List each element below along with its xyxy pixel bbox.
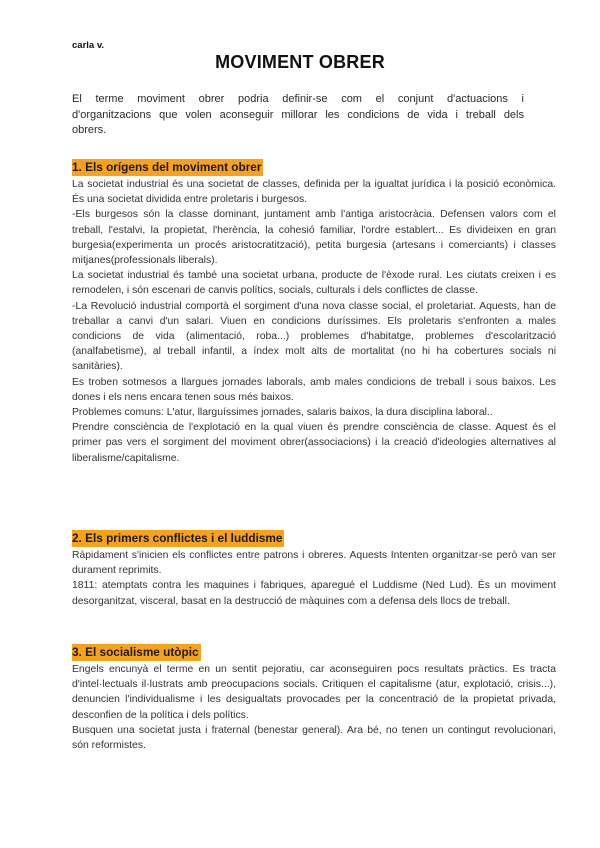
paragraph: Ràpidament s'inicien els conflictes entre patrons i obreres. Aquests Intenten organitzar-se però van ser durament reprimits.: [72, 550, 556, 577]
section-heading: 3. El socialisme utòpic: [72, 645, 199, 659]
section-luddism: [72, 529, 556, 609]
intro-paragraph: [72, 92, 524, 139]
section-body: [72, 177, 556, 466]
paragraph: Es troben sotmesos a llargues jornades laborals, amb males condicions de treball i sous baixos. Les dones i els nens encara tenen sous més baixos.: [72, 376, 556, 403]
intro-text: El terme moviment obrer podria definir-se com el conjunt d'actuacions i d'organitzacions que volen aconseguir millorar les condicions de vida i treball dels obrers.: [72, 93, 524, 136]
section-heading: 1. Els orígens del moviment obrer: [72, 160, 262, 174]
section-body: [72, 662, 556, 753]
paragraph: -La Revolució industrial comportà el sorgiment d'una nova classe social, el proletariat. Aquests, han de treballar a canvi d'un salari. Viuen en condicions duríssimes. Els proletaris s'enfronten a males condicions de vida (alimentació, roba...) problemes d'habitatge, problemes d'escolarització (analfabetisme), al treball infantil, a índex molt alts de mortalitat (no hi ha cobertures socials ni sanitàries).: [72, 300, 556, 373]
section-utopian-socialism: [72, 643, 556, 753]
page-title: MOVIMENT OBRER: [215, 52, 385, 72]
paragraph: La societat industrial és també una societat urbana, producte de l'èxode rural. Les ciutats creixen i es remodelen, i són escenari de canvis polítics, socials, culturals i dels conflictes de classe.: [72, 270, 556, 297]
paragraph: 1811: atemptats contra les maquines i fabriques, aparegué el Luddisme (Ned Lud). És un moviment desorganitzat, visceral, basat en la destrucció de màquines com a defensa dels llocs de treball.: [72, 580, 556, 607]
paragraph: Prendre consciència de l'explotació en la qual viuen és prendre consciència de classe. Aquest és el primer pas vers el sorgiment del moviment obrer(associacions) i la creació d'ideologies alternatives al liberalisme/capitalisme.: [72, 422, 556, 464]
paragraph: La societat industrial és una societat de classes, definida per la igualtat jurídica i la posició econòmica. És una societat dividida entre proletaris i burgesos.: [72, 179, 556, 206]
paragraph: Busquen una societat justa i fraternal (benestar general). Ara bé, no tenen un contingut revolucionari, són reformistes.: [72, 724, 556, 752]
section-origins: [72, 158, 556, 466]
section-heading: 2. Els primers conflictes i el luddisme: [72, 531, 283, 545]
section-body: [72, 548, 556, 609]
paragraph: Engels encunyà el terme en un sentit pejoratiu, car aconseguiren pocs resultats pràctics. Es tracta d'intel·lectuals il·lustrats amb preocupacions socials. Critiquen el capitalisme (atur, explotació, crisis...), denuncien l'individualisme i les desigualtats provocades per la concentració de la propietat privada, desconfien de la política i dels polítics.: [72, 664, 556, 721]
paragraph: -Els burgesos són la classe dominant, juntament amb l'antiga aristocràcia. Defensen valors com el treball, l'estalvi, la propietat, l'herència, la cohesió familiar, l'ordre establert... Es divideixen en gran burgesia(experimenta un procés aristocratització), petita burgesia (artesans i comerciants) i classes mitjanes(professionals liberals).: [72, 209, 556, 267]
paragraph: Problemes comuns: L'atur, llarguíssimes jornades, salaris baixos, la dura disciplina laboral..: [72, 407, 493, 419]
author-name: carla v.: [72, 40, 105, 51]
